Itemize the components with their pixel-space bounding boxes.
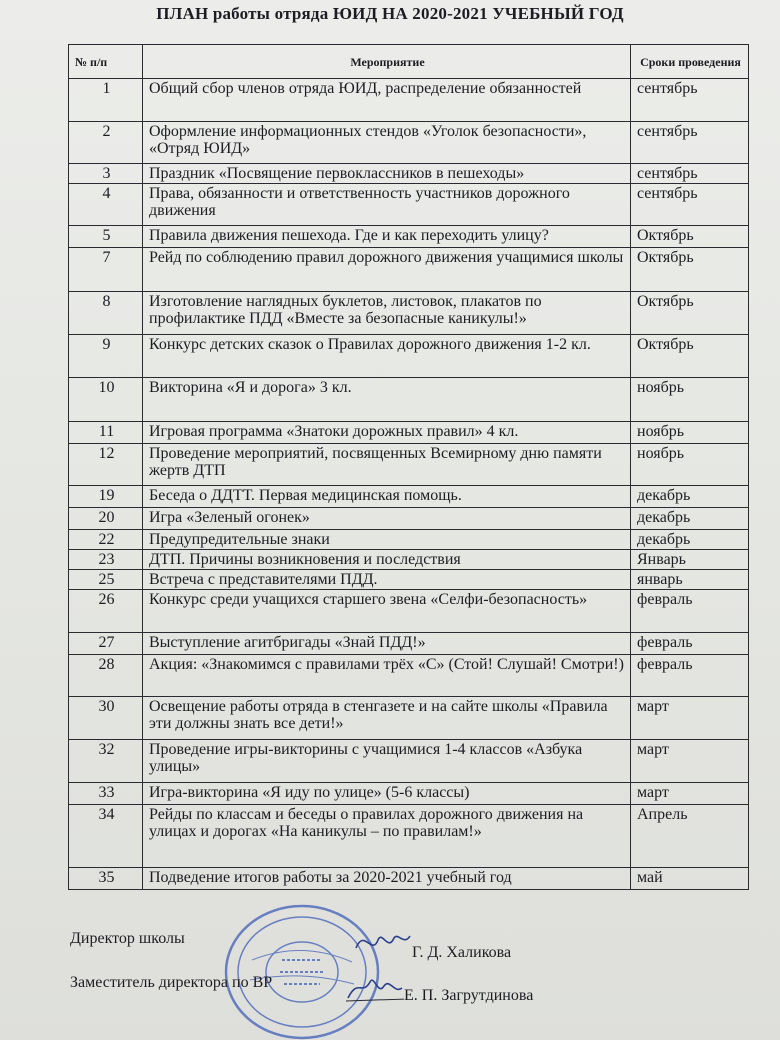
row-date: май [631,868,749,890]
row-date: март [631,697,749,740]
row-event: Рейд по соблюдению правил дорожного движения учащимися школы [143,248,631,292]
row-number: 9 [69,335,143,378]
row-date: Октябрь [631,292,749,335]
header-num: № п/п [69,45,143,79]
table-row [69,530,749,550]
row-event: Встреча с представителями ПДД. [143,570,631,590]
row-date: сентябрь [631,79,749,122]
row-date: Январь [631,550,749,570]
header-event: Мероприятие [143,45,631,79]
table-row [69,226,749,248]
table-row [69,868,749,890]
row-event: Конкурс детских сказок о Правилах дорожного движения 1-2 кл. [143,335,631,378]
row-event: Праздник «Посвящение первоклассников в пешеходы» [143,164,631,184]
row-date: январь [631,570,749,590]
row-date: декабрь [631,530,749,550]
row-number: 22 [69,530,143,550]
row-date: ноябрь [631,444,749,486]
row-event: Права, обязанности и ответственность участников дорожного движения [143,184,631,226]
row-date: февраль [631,590,749,633]
deputy-name: Е. П. Загрутдинова [404,987,534,1004]
row-event: Общий сбор членов отряда ЮИД, распределение обязанностей [143,79,631,122]
row-event: Акция: «Знакомимся с правилами трёх «С» (Стой! Слушай! Смотри!) [143,655,631,697]
table-row [69,164,749,184]
row-date: декабрь [631,486,749,508]
row-date: сентябрь [631,184,749,226]
table-row [69,570,749,590]
row-date: сентябрь [631,164,749,184]
row-number: 2 [69,122,143,164]
row-number: 1 [69,79,143,122]
row-number: 10 [69,378,143,422]
row-event: Предупредительные знаки [143,530,631,550]
table-row [69,335,749,378]
table-row [69,184,749,226]
row-number: 26 [69,590,143,633]
row-number: 19 [69,486,143,508]
row-date: март [631,740,749,783]
row-number: 33 [69,783,143,805]
director-name: Г. Д. Халикова [412,944,512,961]
row-event: Изготовление наглядных буклетов, листовок, плакатов по профилактике ПДД «Вместе за безопасные каникулы!» [143,292,631,335]
row-number: 23 [69,550,143,570]
row-date: Октябрь [631,335,749,378]
table-row [69,292,749,335]
row-number: 34 [69,805,143,868]
director-signature [352,922,412,962]
row-event: Освещение работы отряда в стенгазете и на сайте школы «Правила эти должны знать все дети!» [143,697,631,740]
table-row [69,444,749,486]
table-row [69,697,749,740]
row-date: ноябрь [631,378,749,422]
row-event: Подведение итогов работы за 2020-2021 учебный год [143,868,631,890]
row-number: 7 [69,248,143,292]
row-number: 32 [69,740,143,783]
table-row [69,550,749,570]
row-number: 35 [69,868,143,890]
row-event: Викторина «Я и дорога» 3 кл. [143,378,631,422]
row-number: 25 [69,570,143,590]
row-date: Апрель [631,805,749,868]
row-event: Рейды по классам и беседы о правилах дорожного движения на улицах и дорогах «На каникулы – по правилам!» [143,805,631,868]
row-date: февраль [631,633,749,655]
table-row [69,590,749,633]
table-row [69,422,749,444]
deputy-signature [344,968,404,1008]
row-number: 12 [69,444,143,486]
row-event: Правила движения пешехода. Где и как переходить улицу? [143,226,631,248]
row-event: Беседа о ДДТТ. Первая медицинская помощь. [143,486,631,508]
plan-table-body [69,79,749,890]
table-header-row [69,45,749,79]
row-number: 27 [69,633,143,655]
row-event: Конкурс среди учащихся старшего звена «Селфи-безопасность» [143,590,631,633]
row-date: сентябрь [631,122,749,164]
director-label: Директор школы [70,930,185,947]
row-event: Оформление информационных стендов «Уголок безопасности», «Отряд ЮИД» [143,122,631,164]
row-date: декабрь [631,508,749,530]
document-title: ПЛАН работы отряда ЮИД НА 2020-2021 УЧЕБНЫЙ ГОД [156,4,624,23]
plan-table [68,44,749,890]
table-row [69,248,749,292]
row-event: Игровая программа «Знатоки дорожных правил» 4 кл. [143,422,631,444]
table-row [69,740,749,783]
row-event: Проведение игры-викторины с учащимися 1-4 классов «Азбука улицы» [143,740,631,783]
row-number: 8 [69,292,143,335]
row-date: ноябрь [631,422,749,444]
table-row [69,486,749,508]
table-row [69,378,749,422]
row-event: Выступление агитбригады «Знай ПДД!» [143,633,631,655]
row-number: 11 [69,422,143,444]
row-event: Игра «Зеленый огонек» [143,508,631,530]
row-number: 20 [69,508,143,530]
row-number: 5 [69,226,143,248]
row-date: Октябрь [631,226,749,248]
row-number: 3 [69,164,143,184]
row-number: 28 [69,655,143,697]
row-number: 4 [69,184,143,226]
row-date: февраль [631,655,749,697]
row-event: Игра-викторина «Я иду по улице» (5-6 классы) [143,783,631,805]
table-row [69,122,749,164]
table-row [69,655,749,697]
row-date: март [631,783,749,805]
row-number: 30 [69,697,143,740]
row-date: Октябрь [631,248,749,292]
table-row [69,633,749,655]
deputy-label: Заместитель директора по ВР [70,974,273,991]
table-row [69,783,749,805]
table-row [69,79,749,122]
row-event: ДТП. Причины возникновения и последствия [143,550,631,570]
table-row [69,508,749,530]
header-date: Сроки проведения [631,45,749,79]
table-row [69,805,749,868]
row-event: Проведение мероприятий, посвященных Всемирному дню памяти жертв ДТП [143,444,631,486]
